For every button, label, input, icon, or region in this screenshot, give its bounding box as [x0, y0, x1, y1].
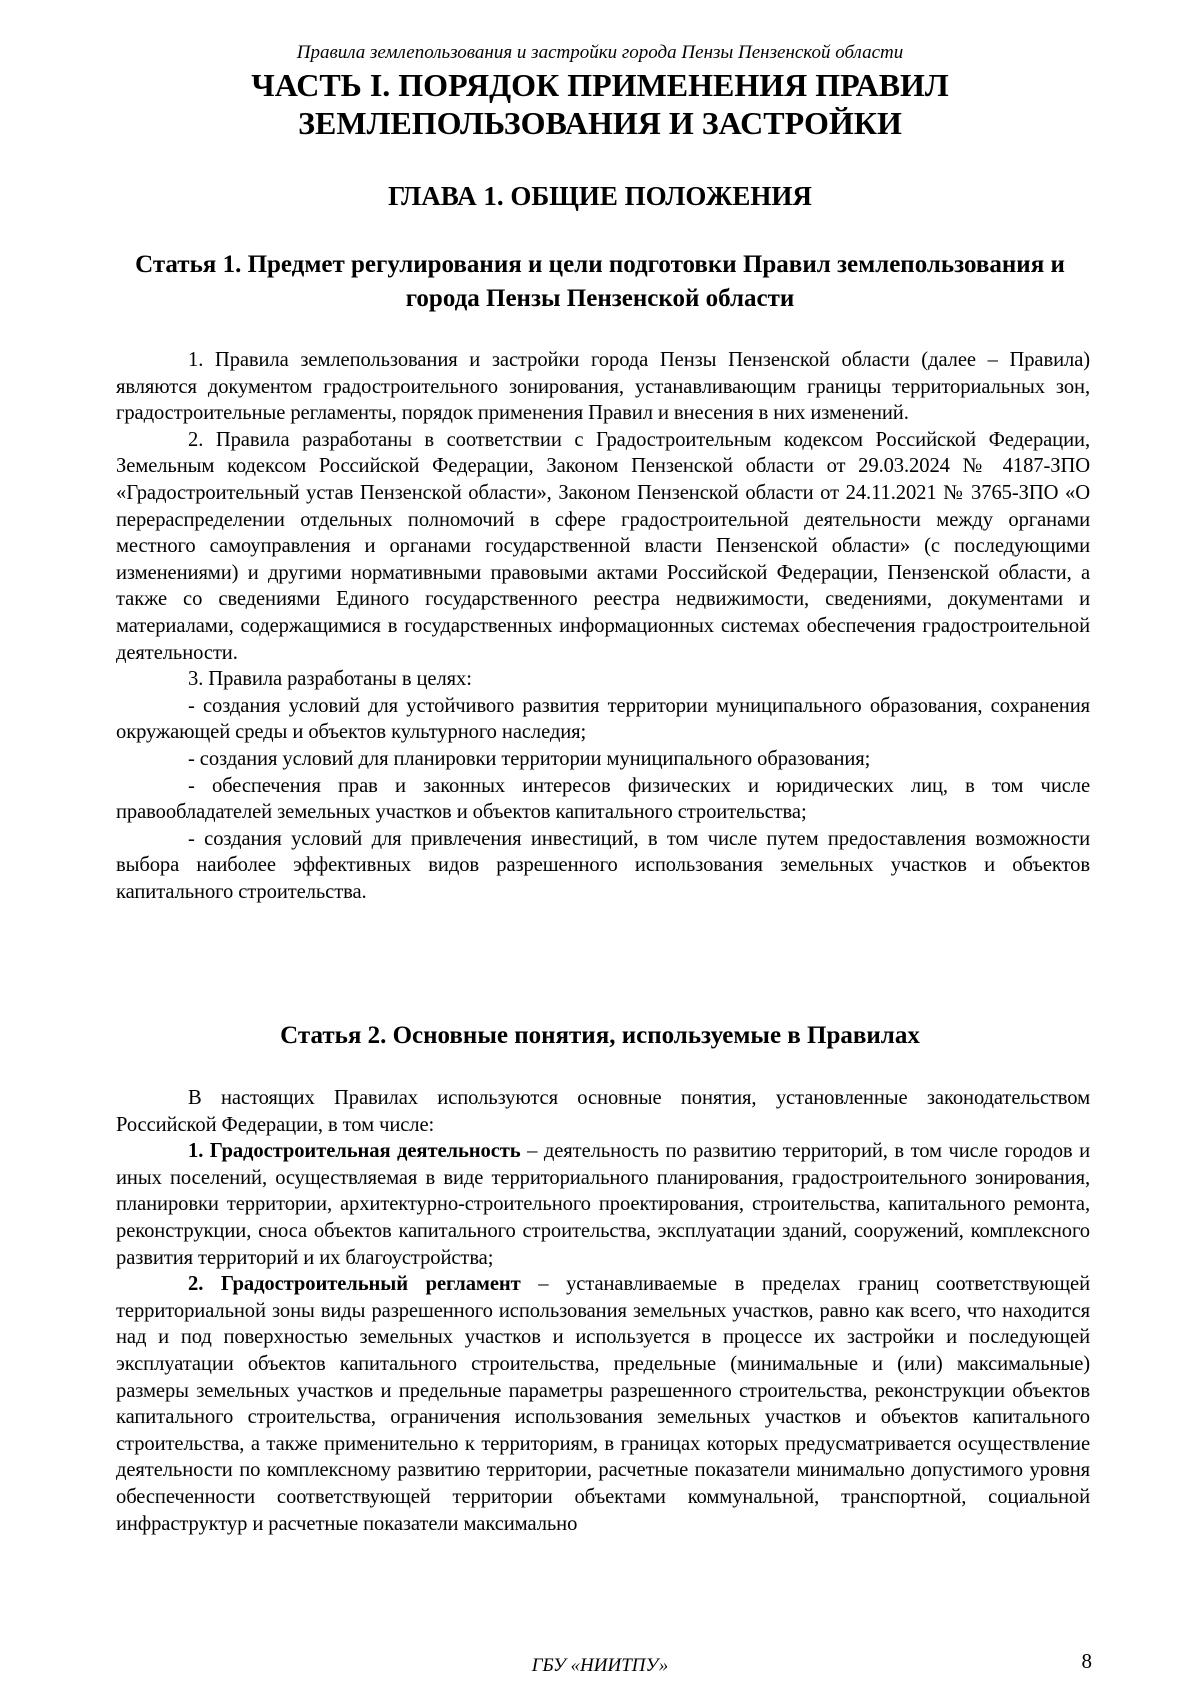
chapter-title: ГЛАВА 1. ОБЩИЕ ПОЛОЖЕНИЯ [388, 181, 812, 211]
article-2-body [116, 1085, 1090, 1537]
running-header: Правила землепользования и застройки города Пензы Пензенской области [296, 42, 904, 63]
page-number: 8 [1081, 1649, 1092, 1673]
article-1-title: Статья 1. Предмет регулирования и цели подготовки Правил землепользования и города Пензы Пензенской области [135, 251, 1065, 312]
running-footer: ГБУ «НИИТПУ» [531, 1655, 669, 1676]
term-paragraph [116, 1271, 1090, 1537]
article-2-title: Статья 2. Основные понятия, используемые в Правилах [280, 1022, 920, 1049]
list-item: - создания условий для планировки территории муниципального образования; [188, 747, 871, 770]
paragraph: В настоящих Правилах используются основные понятия, установленные законодательством Российской Федерации, в том числе: [116, 1087, 1090, 1136]
paragraph: 1. Правила землепользования и застройки города Пензы Пензенской области (далее – Правила) являются документом градостроительного зонирования, устанавливающим границы территориальных зон, градостроительные регламенты, порядок применения Правил и внесения в них изменений. [116, 349, 1090, 425]
term-definition: – устанавливаемые в пределах границ соответствующей территориальной зоны виды разрешенного использования земельных участков, равно как всего, что находится над и под поверхностью земельных участков и используется в процессе их застройки и последующей эксплуатации объектов капитального строительства, предельные (минимальные и (или) максимальные) размеры земельных участков и предельные параметры разрешенного строительства, реконструкции объектов капитального строительства, ограничения использования земельных участков и объектов капитального строительства, а также применительно к территориям, в границах которых предусматривается осуществление деятельности по комплексному развитию территории, расчетные показатели минимально допустимого уровня обеспеченности соответствующей территории объектами коммунальной, транспортной, социальной инфраструктур и расчетные показатели максимально [116, 1273, 1091, 1535]
list-item: - создания условий для привлечения инвестиций, в том числе путем предоставления возможности выбора наиболее эффективных видов разрешенного использования земельных участков и объектов капитального строительства. [116, 827, 1090, 903]
term-name: 1. Градостроительная деятельность [188, 1140, 521, 1163]
term-definition: – деятельность по развитию территорий, в том числе городов и иных поселений, осуществляемая в виде территориального планирования, градостроительного зонирования, планировки территории, архитектурно-строительного проектирования, строительства, капитального ремонта, реконструкции, сноса объектов капитального строительства, эксплуатации зданий, сооружений, комплексного развития территорий и их благоустройства; [116, 1140, 1090, 1269]
list-item: - создания условий для устойчивого развития территории муниципального образования, сохранения окружающей среды и объектов культурного наследия; [116, 694, 1090, 744]
paragraph: 2. Правила разработаны в соответствии с Градостроительным кодексом Российской Федерации, Земельным кодексом Российской Федерации, Законом Пензенской области от 29.03.2024 № 4187-ЗПО «Градостроительный устав Пензенской области», Законом Пензенской области от 24.11.2021 № 3765-ЗПО «О перераспределении отдельных полномочий в сфере градостроительной деятельности между органами местного самоуправления и органами государственной власти Пензенской области» (с последующими изменениями) и другими нормативными правовыми актами Российской Федерации, Пензенской области, а также со сведениями Единого государственного реестра недвижимости, сведениями, документами и материалами, содержащимися в государственных информационных системах обеспечения градостроительной деятельности. [116, 428, 1090, 664]
list-item: - обеспечения прав и законных интересов физических и юридических лиц, в том числе правообладателей земельных участков и объектов капитального строительства; [116, 774, 1090, 824]
article-1-body [116, 347, 1090, 905]
term-paragraph [116, 1138, 1090, 1271]
term-name: 2. Градостроительный регламент [188, 1273, 521, 1296]
paragraph: 3. Правила разработаны в целях: [188, 668, 472, 691]
part-title: ЧАСТЬ I. ПОРЯДОК ПРИМЕНЕНИЯ ПРАВИЛ ЗЕМЛЕПОЛЬЗОВАНИЯ И ЗАСТРОЙКИ [251, 67, 949, 141]
